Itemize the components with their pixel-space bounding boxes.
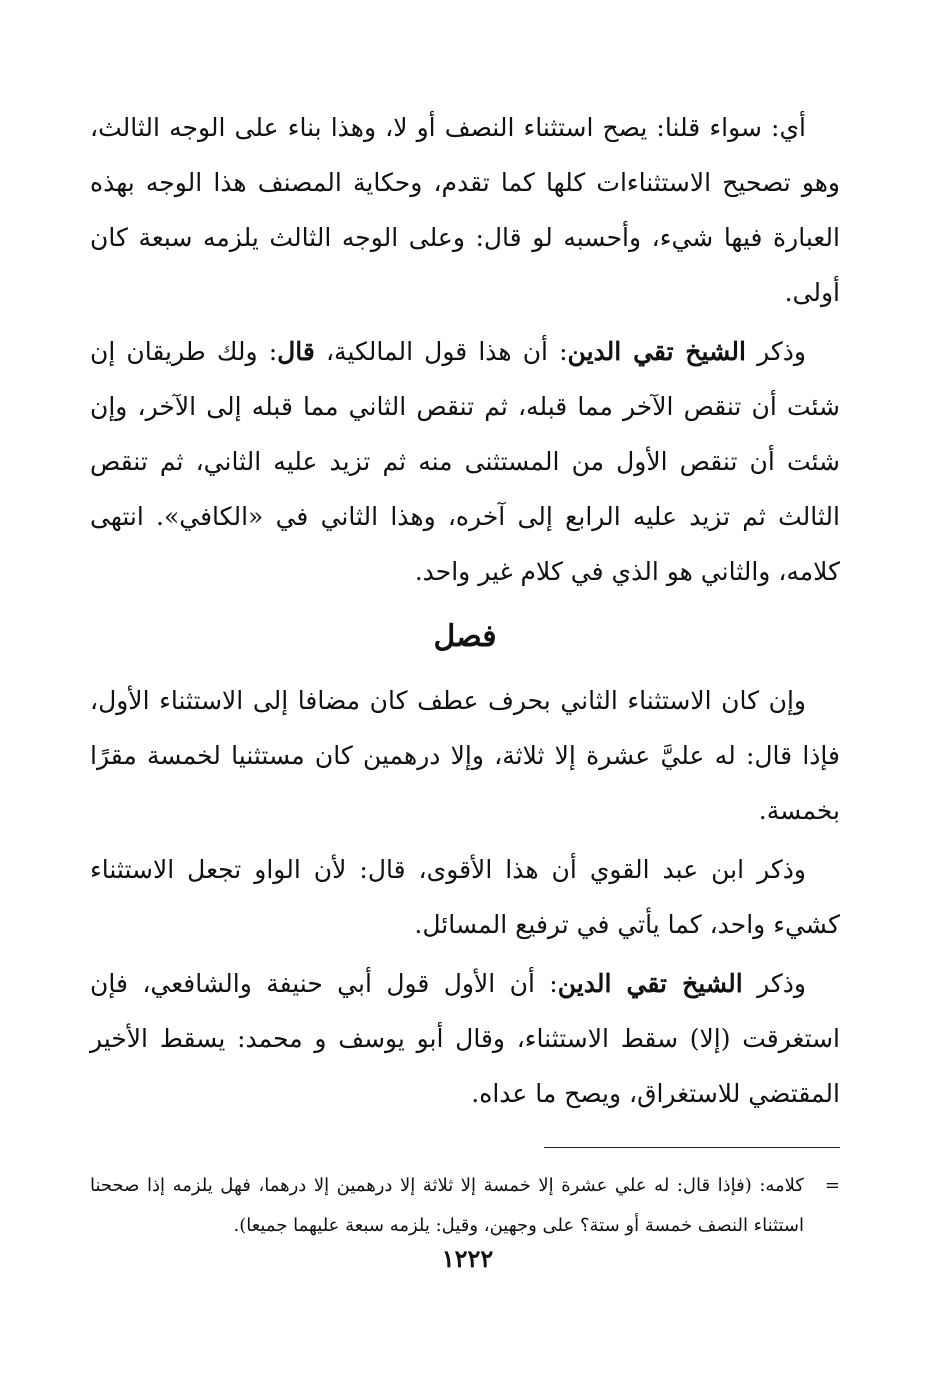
footnote <box>90 1166 840 1246</box>
paragraph-5-lead: وذكر <box>742 969 807 998</box>
footnote-divider <box>544 1147 840 1148</box>
paragraph-5-bold-name: الشيخ تقي الدين <box>557 969 743 998</box>
paragraph-5-text: : أن الأول قول أبي حنيفة والشافعي، فإن استغرقت (إلا) سقط الاستثناء، وقال أبو يوسف و محمد: يسقط الأخير المقتضي للاستغراق، ويصح ما عداه. <box>90 969 840 1108</box>
paragraph-5 <box>90 956 840 1121</box>
section-heading: فصل <box>433 619 497 654</box>
paragraph-1-text: أي: سواء قلنا: يصح استثناء النصف أو لا، وهذا بناء على الوجه الثالث، وهو تصحيح الاستثناءات كلها كما تقدم، وحكاية المصنف هذا الوجه بهذه العبارة فيها شيء، وأحسبه لو قال: وعلى الوجه الثالث يلزمه سبعة كان أولى. <box>90 113 840 307</box>
paragraph-2 <box>90 324 840 599</box>
footnote-continuation-mark: = <box>824 1175 840 1196</box>
paragraph-2-lead: وذكر <box>745 337 806 366</box>
paragraph-4 <box>90 842 840 952</box>
paragraph-2-bold-qal: قال <box>277 337 315 366</box>
paragraph-2-mid: : أن هذا قول المالكية، <box>314 337 568 366</box>
paragraph-2-text: : ولك طريقان إن شئت أن تنقص الآخر مما قبله، ثم تنقص الثاني مما قبله إلى الآخر، وإن شئت أن تنقص الأول من المستثنى منه ثم تزيد عليه الثاني، ثم تنقص الثالث ثم تزيد عليه الرابع إلى آخره، وهذا الثاني في «الكافي». انتهى كلامه، والثاني هو الذي في كلام غير واحد. <box>90 337 840 586</box>
paragraph-4-text: وذكر ابن عبد القوي أن هذا الأقوى، قال: لأن الواو تجعل الاستثناء كشيء واحد، كما يأتي في ترفيع المسائل. <box>90 855 840 939</box>
paragraph-3 <box>90 673 840 838</box>
paragraph-1 <box>90 100 840 320</box>
page-number: ١٢٢٢ <box>441 1244 494 1273</box>
footnote-text: كلامه: (فإذا قال: له علي عشرة إلا خمسة إلا ثلاثة إلا درهمين إلا درهما، فهل يلزمه إذا صححنا استثناء النصف خمسة أو ستة؟ على وجهين، وقيل: يلزمه سبعة عليهما جميعا). <box>90 1175 804 1236</box>
paragraph-3-text: وإن كان الاستثناء الثاني بحرف عطف كان مضافا إلى الاستثناء الأول، فإذا قال: له عليَّ عشرة إلا ثلاثة، وإلا درهمين كان مستثنيا لخمسة مقرًا بخمسة. <box>90 686 840 825</box>
page-body <box>90 100 840 1246</box>
paragraph-2-bold-name: الشيخ تقي الدين <box>567 337 746 366</box>
